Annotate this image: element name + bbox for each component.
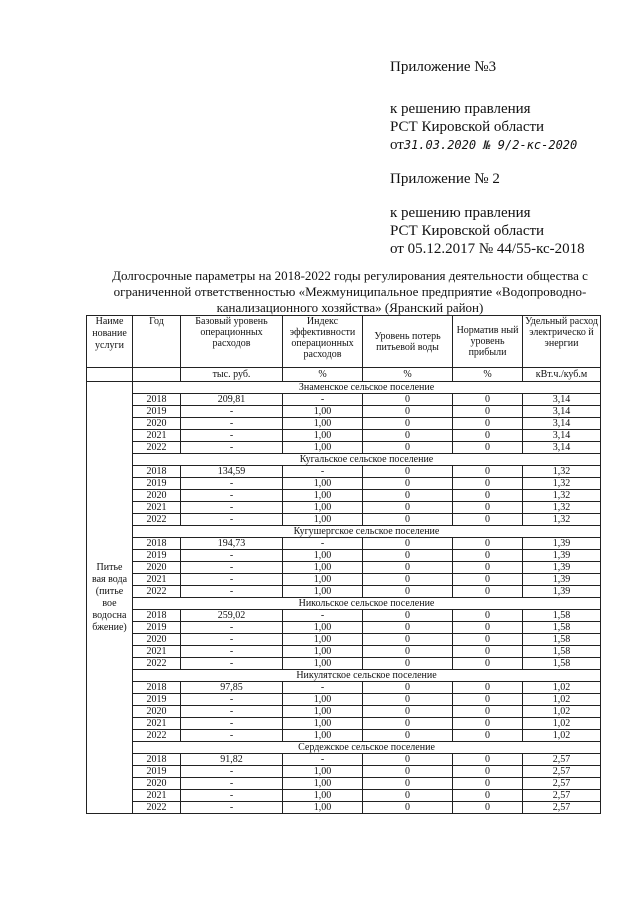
cell-base: - xyxy=(181,502,283,514)
appendix2-line2: РСТ Кировской области xyxy=(390,223,545,239)
header-water-losses: Уровень потерь питьевой воды xyxy=(363,316,453,368)
cell-index: 1,00 xyxy=(283,514,363,526)
cell-base: - xyxy=(181,622,283,634)
table-row xyxy=(87,538,601,550)
table-row xyxy=(87,430,601,442)
units-losses: % xyxy=(363,368,453,382)
cell-index: 1,00 xyxy=(283,586,363,598)
section-row xyxy=(87,670,601,682)
table-row xyxy=(87,466,601,478)
cell-losses: 0 xyxy=(363,718,453,730)
cell-energy: 1,39 xyxy=(523,550,601,562)
appendix3-date-prefix: от xyxy=(390,137,404,153)
cell-profit: 0 xyxy=(453,418,523,430)
cell-losses: 0 xyxy=(363,682,453,694)
cell-losses: 0 xyxy=(363,478,453,490)
cell-year: 2022 xyxy=(133,658,181,670)
cell-energy: 1,32 xyxy=(523,478,601,490)
cell-base: - xyxy=(181,418,283,430)
table-row xyxy=(87,478,601,490)
cell-energy: 1,39 xyxy=(523,586,601,598)
cell-energy: 1,58 xyxy=(523,658,601,670)
cell-losses: 0 xyxy=(363,694,453,706)
cell-base: - xyxy=(181,730,283,742)
cell-index: 1,00 xyxy=(283,418,363,430)
cell-profit: 0 xyxy=(453,730,523,742)
table-row xyxy=(87,754,601,766)
cell-losses: 0 xyxy=(363,574,453,586)
cell-year: 2022 xyxy=(133,514,181,526)
appendix3-line2: РСТ Кировской области xyxy=(390,119,545,135)
cell-energy: 1,39 xyxy=(523,574,601,586)
cell-energy: 2,57 xyxy=(523,802,601,814)
cell-year: 2021 xyxy=(133,790,181,802)
cell-index: 1,00 xyxy=(283,406,363,418)
cell-base: - xyxy=(181,574,283,586)
cell-year: 2018 xyxy=(133,538,181,550)
cell-profit: 0 xyxy=(453,466,523,478)
table-row xyxy=(87,622,601,634)
cell-base: - xyxy=(181,766,283,778)
cell-year: 2018 xyxy=(133,394,181,406)
cell-index: 1,00 xyxy=(283,694,363,706)
cell-profit: 0 xyxy=(453,802,523,814)
cell-year: 2018 xyxy=(133,466,181,478)
cell-energy: 1,02 xyxy=(523,730,601,742)
cell-losses: 0 xyxy=(363,514,453,526)
cell-energy: 1,39 xyxy=(523,538,601,550)
table-row xyxy=(87,550,601,562)
table-row xyxy=(87,610,601,622)
cell-energy: 3,14 xyxy=(523,406,601,418)
cell-profit: 0 xyxy=(453,754,523,766)
appendix3-title: Приложение №3 xyxy=(390,59,497,75)
cell-profit: 0 xyxy=(453,766,523,778)
cell-index: - xyxy=(283,754,363,766)
document-title xyxy=(100,268,600,316)
cell-energy: 3,14 xyxy=(523,442,601,454)
cell-energy: 1,39 xyxy=(523,562,601,574)
cell-base: - xyxy=(181,646,283,658)
cell-year: 2022 xyxy=(133,802,181,814)
cell-profit: 0 xyxy=(453,718,523,730)
table-row xyxy=(87,562,601,574)
cell-profit: 0 xyxy=(453,586,523,598)
cell-profit: 0 xyxy=(453,790,523,802)
cell-energy: 1,02 xyxy=(523,718,601,730)
cell-losses: 0 xyxy=(363,778,453,790)
cell-year: 2020 xyxy=(133,634,181,646)
cell-profit: 0 xyxy=(453,562,523,574)
cell-year: 2022 xyxy=(133,442,181,454)
cell-index: 1,00 xyxy=(283,478,363,490)
cell-losses: 0 xyxy=(363,754,453,766)
cell-profit: 0 xyxy=(453,610,523,622)
cell-losses: 0 xyxy=(363,466,453,478)
cell-year: 2019 xyxy=(133,766,181,778)
cell-base: - xyxy=(181,718,283,730)
cell-energy: 1,58 xyxy=(523,646,601,658)
cell-index: 1,00 xyxy=(283,502,363,514)
cell-year: 2022 xyxy=(133,586,181,598)
cell-base: - xyxy=(181,430,283,442)
table-row xyxy=(87,790,601,802)
table-row xyxy=(87,802,601,814)
table-row xyxy=(87,718,601,730)
cell-profit: 0 xyxy=(453,706,523,718)
cell-losses: 0 xyxy=(363,802,453,814)
cell-losses: 0 xyxy=(363,790,453,802)
cell-energy: 2,57 xyxy=(523,766,601,778)
cell-energy: 1,58 xyxy=(523,634,601,646)
cell-index: 1,00 xyxy=(283,718,363,730)
cell-losses: 0 xyxy=(363,430,453,442)
cell-profit: 0 xyxy=(453,394,523,406)
cell-profit: 0 xyxy=(453,514,523,526)
cell-year: 2021 xyxy=(133,502,181,514)
units-profit: % xyxy=(453,368,523,382)
appendix2-line3: от 05.12.2017 № 44/55-кс-2018 xyxy=(390,241,585,257)
appendix3-line3 xyxy=(390,136,577,154)
units-service-blank xyxy=(87,368,133,382)
cell-losses: 0 xyxy=(363,562,453,574)
cell-losses: 0 xyxy=(363,610,453,622)
cell-losses: 0 xyxy=(363,622,453,634)
section-row xyxy=(87,742,601,754)
cell-energy: 1,32 xyxy=(523,466,601,478)
cell-losses: 0 xyxy=(363,586,453,598)
cell-energy: 1,02 xyxy=(523,706,601,718)
cell-losses: 0 xyxy=(363,406,453,418)
cell-base: - xyxy=(181,778,283,790)
header-profit-norm: Норматив ный уровень прибыли xyxy=(453,316,523,368)
table-row xyxy=(87,694,601,706)
cell-year: 2022 xyxy=(133,730,181,742)
cell-index: 1,00 xyxy=(283,622,363,634)
cell-year: 2019 xyxy=(133,694,181,706)
cell-energy: 1,32 xyxy=(523,490,601,502)
table-body xyxy=(87,382,601,814)
appendix2-title: Приложение № 2 xyxy=(390,171,500,187)
header-energy-consumption: Удельный расход электрическо й энергии xyxy=(523,316,601,368)
table-row xyxy=(87,394,601,406)
cell-year: 2020 xyxy=(133,562,181,574)
cell-year: 2018 xyxy=(133,682,181,694)
table-row xyxy=(87,406,601,418)
handwritten-decision-number: 31.03.2020 № 9/2-кс-2020 xyxy=(403,138,578,152)
cell-base: - xyxy=(181,802,283,814)
cell-profit: 0 xyxy=(453,406,523,418)
cell-energy: 3,14 xyxy=(523,418,601,430)
cell-index: - xyxy=(283,466,363,478)
title-line-1: Долгосрочные параметры на 2018-2022 годы регулирования деятельности общества с xyxy=(112,268,588,283)
section-name: Никулятское сельское поселение xyxy=(133,670,601,682)
cell-year: 2020 xyxy=(133,490,181,502)
cell-losses: 0 xyxy=(363,538,453,550)
cell-losses: 0 xyxy=(363,730,453,742)
parameters-table xyxy=(86,315,601,814)
cell-base: 134,59 xyxy=(181,466,283,478)
cell-year: 2018 xyxy=(133,754,181,766)
title-line-3: канализационного хозяйства» (Яранский район) xyxy=(216,300,484,315)
cell-year: 2021 xyxy=(133,718,181,730)
cell-profit: 0 xyxy=(453,430,523,442)
cell-profit: 0 xyxy=(453,442,523,454)
section-name: Кугушергское сельское поселение xyxy=(133,526,601,538)
cell-losses: 0 xyxy=(363,658,453,670)
cell-losses: 0 xyxy=(363,550,453,562)
appendix2-line1: к решению правления xyxy=(390,205,531,221)
header-year: Год xyxy=(133,316,181,368)
section-row xyxy=(87,454,601,466)
cell-profit: 0 xyxy=(453,622,523,634)
cell-energy: 2,57 xyxy=(523,790,601,802)
cell-losses: 0 xyxy=(363,442,453,454)
table-row xyxy=(87,502,601,514)
cell-losses: 0 xyxy=(363,394,453,406)
cell-index: 1,00 xyxy=(283,658,363,670)
cell-energy: 1,02 xyxy=(523,682,601,694)
title-line-2: ограниченной ответственностью «Межмуниципальное предприятие «Водопроводно- xyxy=(113,284,587,299)
cell-energy: 1,58 xyxy=(523,610,601,622)
table-row xyxy=(87,418,601,430)
cell-index: - xyxy=(283,682,363,694)
units-year-blank xyxy=(133,368,181,382)
cell-base: - xyxy=(181,658,283,670)
section-row xyxy=(87,526,601,538)
cell-energy: 1,32 xyxy=(523,514,601,526)
cell-energy: 1,02 xyxy=(523,694,601,706)
cell-base: - xyxy=(181,514,283,526)
cell-base: - xyxy=(181,706,283,718)
cell-losses: 0 xyxy=(363,634,453,646)
cell-year: 2019 xyxy=(133,550,181,562)
cell-year: 2021 xyxy=(133,646,181,658)
cell-index: 1,00 xyxy=(283,802,363,814)
cell-losses: 0 xyxy=(363,418,453,430)
table-row xyxy=(87,490,601,502)
cell-profit: 0 xyxy=(453,658,523,670)
cell-index: 1,00 xyxy=(283,490,363,502)
table-row xyxy=(87,730,601,742)
cell-profit: 0 xyxy=(453,550,523,562)
cell-base: - xyxy=(181,562,283,574)
cell-profit: 0 xyxy=(453,478,523,490)
cell-energy: 1,58 xyxy=(523,622,601,634)
cell-losses: 0 xyxy=(363,502,453,514)
cell-base: - xyxy=(181,550,283,562)
table-row xyxy=(87,514,601,526)
cell-year: 2020 xyxy=(133,706,181,718)
cell-index: 1,00 xyxy=(283,634,363,646)
cell-profit: 0 xyxy=(453,694,523,706)
cell-profit: 0 xyxy=(453,502,523,514)
cell-base: 209,81 xyxy=(181,394,283,406)
cell-profit: 0 xyxy=(453,634,523,646)
cell-index: 1,00 xyxy=(283,430,363,442)
cell-energy: 2,57 xyxy=(523,778,601,790)
table-row xyxy=(87,778,601,790)
cell-base: - xyxy=(181,694,283,706)
units-index: % xyxy=(283,368,363,382)
cell-base: 259,02 xyxy=(181,610,283,622)
cell-energy: 3,14 xyxy=(523,430,601,442)
cell-index: 1,00 xyxy=(283,574,363,586)
cell-year: 2021 xyxy=(133,574,181,586)
cell-energy: 2,57 xyxy=(523,754,601,766)
header-efficiency-index: Индекс эффективности операционных расходов xyxy=(283,316,363,368)
section-name: Сердежское сельское поселение xyxy=(133,742,601,754)
cell-year: 2019 xyxy=(133,478,181,490)
table-row xyxy=(87,682,601,694)
cell-profit: 0 xyxy=(453,682,523,694)
table-row xyxy=(87,442,601,454)
cell-year: 2018 xyxy=(133,610,181,622)
units-energy: кВт.ч./куб.м xyxy=(523,368,601,382)
table-row xyxy=(87,766,601,778)
section-name: Никольское сельское поселение xyxy=(133,598,601,610)
service-name-cell: Питье вая вода (питье вое водосна бжение) xyxy=(87,382,133,814)
table-row xyxy=(87,646,601,658)
cell-index: 1,00 xyxy=(283,550,363,562)
cell-base: - xyxy=(181,634,283,646)
units-base: тыс. руб. xyxy=(181,368,283,382)
cell-index: 1,00 xyxy=(283,730,363,742)
cell-year: 2021 xyxy=(133,430,181,442)
cell-year: 2019 xyxy=(133,622,181,634)
table-row xyxy=(87,658,601,670)
cell-index: 1,00 xyxy=(283,646,363,658)
cell-losses: 0 xyxy=(363,490,453,502)
cell-year: 2019 xyxy=(133,406,181,418)
appendix3-line1: к решению правления xyxy=(390,101,531,117)
cell-index: 1,00 xyxy=(283,442,363,454)
cell-losses: 0 xyxy=(363,646,453,658)
cell-year: 2020 xyxy=(133,418,181,430)
cell-profit: 0 xyxy=(453,574,523,586)
table-row xyxy=(87,634,601,646)
section-row xyxy=(87,382,601,394)
cell-losses: 0 xyxy=(363,706,453,718)
cell-year: 2020 xyxy=(133,778,181,790)
cell-energy: 1,32 xyxy=(523,502,601,514)
table-row xyxy=(87,586,601,598)
cell-profit: 0 xyxy=(453,538,523,550)
cell-profit: 0 xyxy=(453,646,523,658)
cell-base: 97,85 xyxy=(181,682,283,694)
cell-index: 1,00 xyxy=(283,778,363,790)
cell-index: - xyxy=(283,394,363,406)
cell-energy: 3,14 xyxy=(523,394,601,406)
cell-index: 1,00 xyxy=(283,790,363,802)
section-name: Кугальское сельское поселение xyxy=(133,454,601,466)
cell-base: - xyxy=(181,490,283,502)
cell-profit: 0 xyxy=(453,490,523,502)
cell-index: - xyxy=(283,538,363,550)
cell-index: 1,00 xyxy=(283,562,363,574)
table-row xyxy=(87,574,601,586)
cell-base: - xyxy=(181,406,283,418)
cell-base: - xyxy=(181,442,283,454)
header-base-level: Базовый уровень операционных расходов xyxy=(181,316,283,368)
header-service: Наиме нование услуги xyxy=(87,316,133,368)
cell-profit: 0 xyxy=(453,778,523,790)
cell-index: - xyxy=(283,610,363,622)
section-name: Знаменское сельское поселение xyxy=(133,382,601,394)
cell-base: 91,82 xyxy=(181,754,283,766)
cell-base: - xyxy=(181,586,283,598)
cell-index: 1,00 xyxy=(283,766,363,778)
cell-base: - xyxy=(181,478,283,490)
cell-index: 1,00 xyxy=(283,706,363,718)
cell-losses: 0 xyxy=(363,766,453,778)
cell-base: 194,73 xyxy=(181,538,283,550)
cell-base: - xyxy=(181,790,283,802)
section-row xyxy=(87,598,601,610)
table-row xyxy=(87,706,601,718)
